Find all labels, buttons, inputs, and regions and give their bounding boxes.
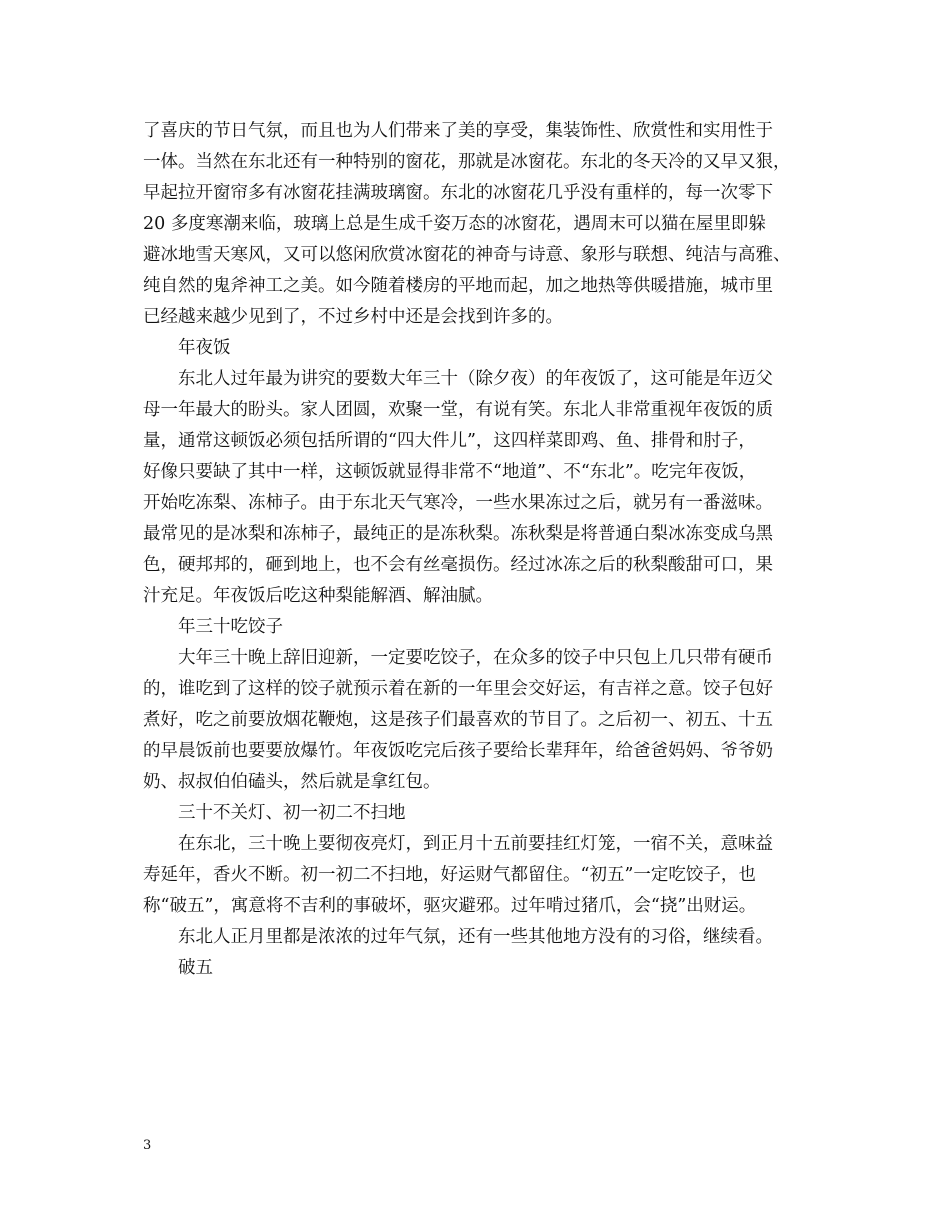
text-line: 的早晨饭前也要要放爆竹。年夜饭吃完后孩子要给长辈拜年，给爸爸妈妈、爷爷奶 — [143, 741, 773, 761]
text-line: 一体。当然在东北还有一种特别的窗花，那就是冰窗花。东北的冬天冷的又早又狠， — [143, 152, 791, 172]
text-line: 好像只要缺了其中一样，这顿饭就显得非常不“地道”、不“东北”。吃完年夜饭， — [143, 462, 757, 482]
text-line: 汁充足。年夜饭后吃这种梨能解酒、解油腻。 — [143, 586, 493, 606]
text-line: 破五 — [178, 958, 213, 978]
text-line: 的，谁吃到了这样的饺子就预示着在新的一年里会交好运，有吉祥之意。饺子包好 — [143, 679, 773, 699]
text-line: 年三十吃饺子 — [178, 617, 283, 637]
text-line: 三十不关灯、初一初二不扫地 — [178, 803, 406, 823]
text-line: 量，通常这顿饭必须包括所谓的“四大件儿”，这四样菜即鸡、鱼、排骨和肘子， — [143, 431, 756, 451]
text-line: 色，硬邦邦的，砸到地上，也不会有丝毫损伤。经过冰冻之后的秋梨酸甜可口，果 — [143, 555, 773, 575]
text-line: 年夜饭 — [178, 338, 231, 358]
text-line: 最常见的是冰梨和冻柿子，最纯正的是冻秋梨。冻秋梨是将普通白梨冰冻变成乌黑 — [143, 524, 773, 544]
text-line: 早起拉开窗帘多有冰窗花挂满玻璃窗。东北的冰窗花几乎没有重样的，每一次零下 — [143, 183, 773, 203]
document-body — [143, 116, 818, 984]
text-line: 寿延年，香火不断。初一初二不扫地，好运财气都留住。“初五”一定吃饺子，也 — [143, 865, 756, 885]
text-line: 东北人过年最为讲究的要数大年三十（除夕夜）的年夜饭了，这可能是年迈父 — [178, 369, 773, 389]
text-line: 已经越来越少见到了，不过乡村中还是会找到许多的。 — [143, 307, 563, 327]
text-line: 开始吃冻梨、冻柿子。由于东北天气寒冷，一些水果冻过之后，就另有一番滋味。 — [143, 493, 773, 513]
text-line: 大年三十晚上辞旧迎新，一定要吃饺子，在众多的饺子中只包上几只带有硬币 — [178, 648, 773, 668]
text-line: 称“破五”，寓意将不吉利的事破坏，驱灾避邪。过年啃过猪爪，会“挠”出财运。 — [143, 896, 757, 916]
text-line: 了喜庆的节日气氛，而且也为人们带来了美的享受，集装饰性、欣赏性和实用性于 — [143, 121, 773, 141]
text-line: 20 多度寒潮来临，玻璃上总是生成千姿万态的冰窗花，遇周末可以猫在屋里即躲 — [143, 214, 766, 234]
text-line: 避冰地雪天寒风，又可以悠闲欣赏冰窗花的神奇与诗意、象形与联想、纯洁与高雅、 — [143, 245, 791, 265]
text-line: 奶、叔叔伯伯磕头，然后就是拿红包。 — [143, 772, 441, 792]
text-line: 纯自然的鬼斧神工之美。如今随着楼房的平地而起，加之地热等供暖措施，城市里 — [143, 276, 773, 296]
text-line: 母一年最大的盼头。家人团圆，欢聚一堂，有说有笑。东北人非常重视年夜饭的质 — [143, 400, 773, 420]
text-line: 在东北，三十晚上要彻夜亮灯，到正月十五前要挂红灯笼，一宿不关，意味益 — [178, 834, 773, 854]
page-number: 3 — [143, 1138, 152, 1153]
text-line: 煮好，吃之前要放烟花鞭炮，这是孩子们最喜欢的节目了。之后初一、初五、十五 — [143, 710, 773, 730]
text-line: 东北人正月里都是浓浓的过年气氛，还有一些其他地方没有的习俗，继续看。 — [178, 927, 773, 947]
